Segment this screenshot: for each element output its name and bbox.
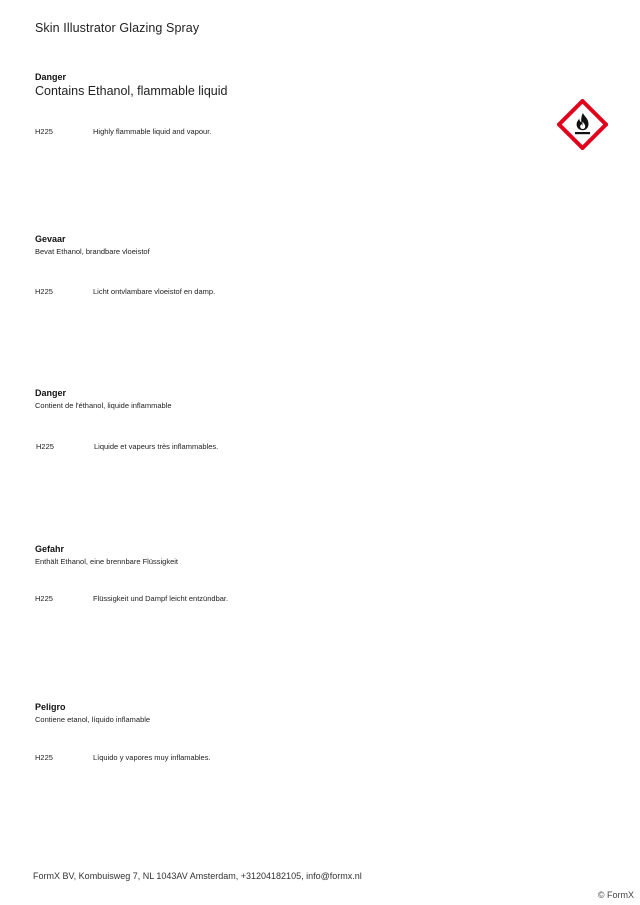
h-text: Líquido y vapores muy inflamables. (93, 753, 211, 762)
h-text: Liquide et vapeurs très inflammables. (94, 442, 219, 451)
hazard-statement: Bevat Ethanol, brandbare vloeistof (35, 247, 150, 256)
h-code: H225 (35, 127, 53, 136)
hazard-statement: Contiene etanol, líquido inflamable (35, 715, 151, 724)
h-code: H225 (36, 442, 54, 451)
signal-word: Danger (35, 388, 67, 398)
signal-word: Peligro (35, 702, 66, 712)
hazard-section-es (35, 701, 555, 762)
hazard-statement: Contains Ethanol, flammable liquid (35, 84, 228, 98)
h-code: H225 (35, 753, 53, 762)
footer-address: FormX BV, Kombuisweg 7, NL 1043AV Amsterdam, +31204182105, info@formx.nl (33, 871, 362, 881)
hazard-section-en (35, 71, 555, 136)
h-text: Licht ontvlambare vloeistof en damp. (93, 287, 216, 296)
h-text: Flüssigkeit und Dampf leicht entzündbar. (93, 594, 229, 603)
hazard-section-de (35, 543, 555, 603)
signal-word: Danger (35, 72, 67, 82)
document-title: Skin Illustrator Glazing Spray (35, 21, 200, 35)
hazard-section-fr (35, 387, 555, 451)
copyright: © FormX (597, 890, 634, 900)
h-text: Highly flammable liquid and vapour. (93, 127, 212, 136)
signal-word: Gevaar (35, 234, 66, 244)
signal-word: Gefahr (35, 544, 65, 554)
h-code: H225 (35, 594, 53, 603)
hazard-statement: Enthält Ethanol, eine brennbare Flüssigkeit (35, 557, 179, 566)
hazard-section-nl (35, 233, 555, 296)
h-code: H225 (35, 287, 53, 296)
ghs-flame-icon (557, 99, 608, 150)
hazard-statement: Contient de l'éthanol, liquide inflammable (35, 401, 172, 410)
